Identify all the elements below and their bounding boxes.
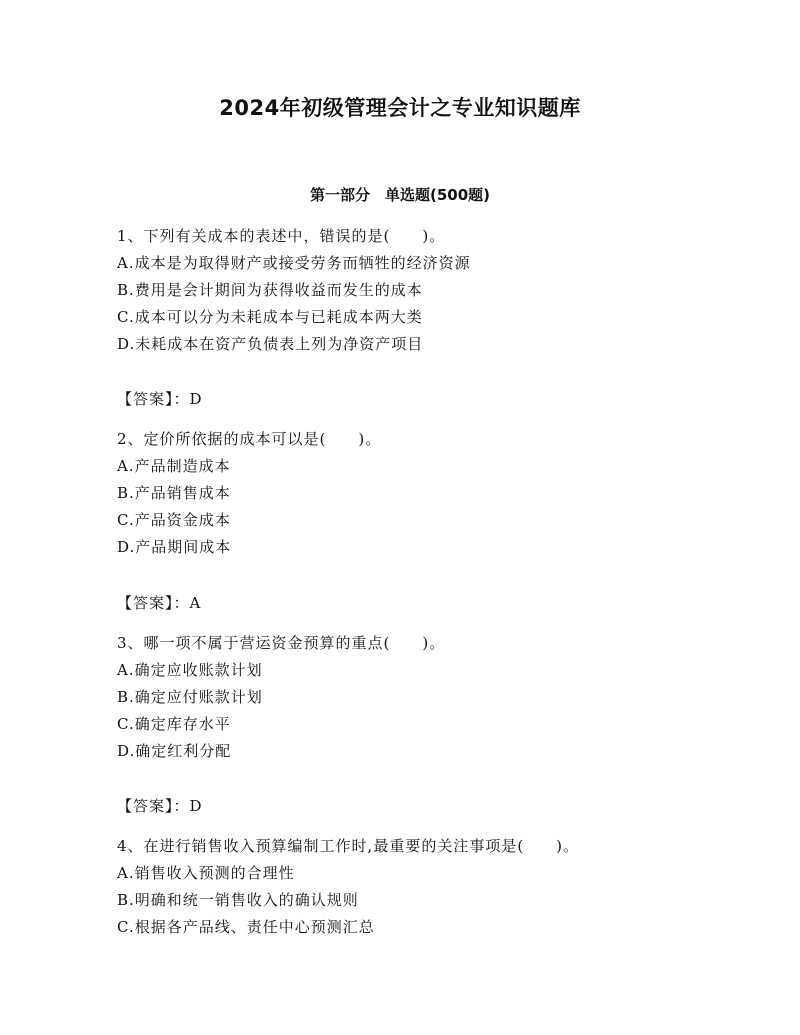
question-2-option-d: D.产品期间成本 [117, 538, 232, 556]
question-2-answer [117, 593, 201, 613]
question-3-option-a: A.确定应收账款计划 [117, 661, 263, 679]
question-4-stem: 4、在进行销售收入预算编制工作时,最重要的关注事项是( )。 [117, 837, 580, 855]
answer-value: D [189, 390, 203, 408]
question-1-answer [117, 389, 203, 409]
question-3-answer [117, 796, 203, 816]
question-4-option-b: B.明确和统一销售收入的确认规则 [117, 891, 359, 909]
answer-value: D [189, 797, 203, 815]
question-1-option-b: B.费用是会计期间为获得收益而发生的成本 [117, 281, 423, 299]
answer-label: 【答案】： [117, 390, 190, 408]
question-2-option-b: B.产品销售成本 [117, 484, 231, 502]
question-2-stem: 2、定价所依据的成本可以是( )。 [117, 430, 382, 448]
answer-label: 【答案】： [117, 797, 190, 815]
answer-value: A [189, 594, 202, 612]
question-1-option-c: C.成本可以分为未耗成本与已耗成本两大类 [117, 308, 423, 326]
document-title: 2024年初级管理会计之专业知识题库 [219, 96, 581, 120]
question-3-option-d: D.确定红利分配 [117, 742, 232, 760]
question-1-option-a: A.成本是为取得财产或接受劳务而牺牲的经济资源 [117, 254, 471, 272]
question-3-option-b: B.确定应付账款计划 [117, 688, 263, 706]
question-1-option-d: D.未耗成本在资产负债表上列为净资产项目 [117, 335, 424, 353]
question-2-option-c: C.产品资金成本 [117, 511, 231, 529]
section-heading: 第一部分 单选题(500题) [309, 186, 491, 204]
question-3-stem: 3、哪一项不属于营运资金预算的重点( )。 [117, 634, 446, 652]
question-4-option-a: A.销售收入预测的合理性 [117, 864, 295, 882]
question-3-option-c: C.确定库存水平 [117, 715, 231, 733]
answer-label: 【答案】： [117, 594, 190, 612]
question-4-option-c: C.根据各产品线、责任中心预测汇总 [117, 918, 375, 936]
question-1-stem: 1、下列有关成本的表述中，错误的是( )。 [117, 227, 446, 245]
question-2-option-a: A.产品制造成本 [117, 457, 231, 475]
